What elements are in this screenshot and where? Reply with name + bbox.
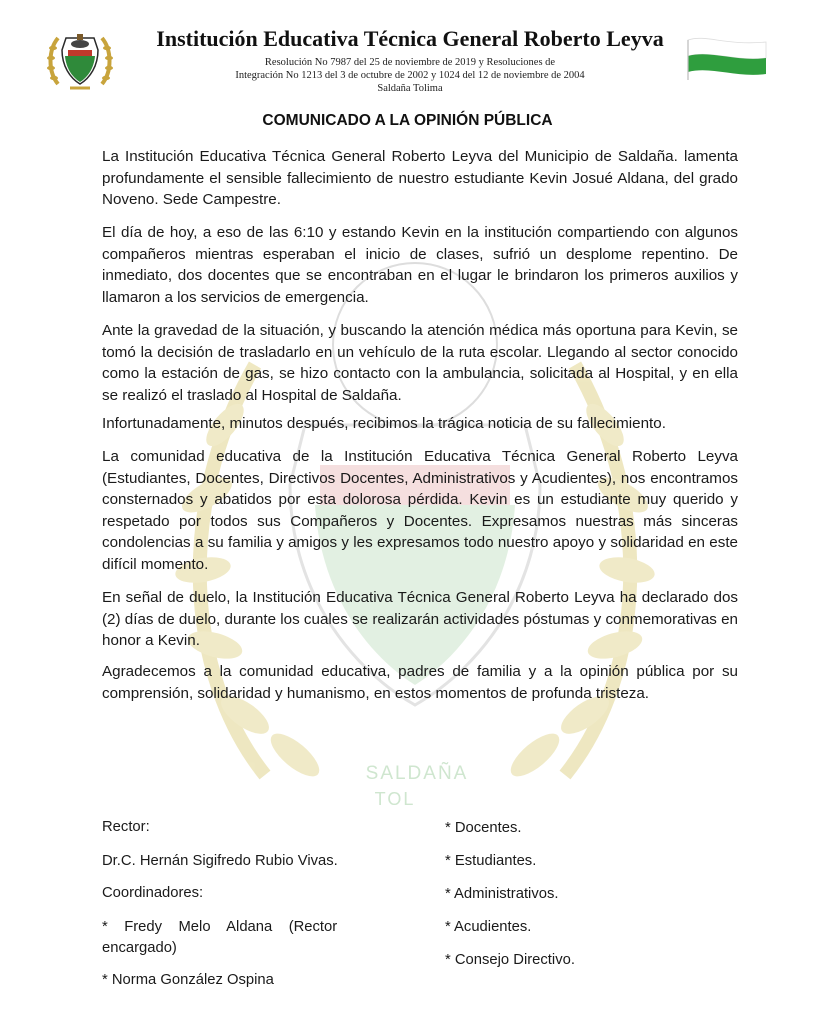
- document-title: COMUNICADO A LA OPINIÓN PÚBLICA: [262, 112, 553, 129]
- watermark-city: SALDAÑA: [365, 763, 469, 784]
- coordinator-1: * Fredy Melo Aldana (Rector encargado): [102, 919, 342, 956]
- paragraph-3: Ante la gravedad de la situación, y buscando la atención médica más oportuna para Kevin, se tomó la decisión de trasladarlo en un vehículo de la ruta escolar. Llegando al sector conocido como la estación de gas, se hizo contacto con la ambulancia, solicitada al Hospital, y en ella se realizó el traslado al Hospital de Saldaña.: [102, 322, 738, 404]
- resolution-line-2: Integración No 1213 del 3 de octubre de 2002 y 1024 del 12 de noviembre de 2004: [235, 70, 585, 81]
- paragraph-1: La Institución Educativa Técnica General Roberto Leyva del Municipio de Saldaña. lamenta profundamente el sensible fallecimiento de nuestro estudiante Kevin Josué Aldana, del grado Noveno. Sede Campestre.: [102, 148, 738, 208]
- school-crest-logo: [44, 26, 116, 98]
- paragraph-4: Infortunadamente, minutos después, recibimos la trágica noticia de su fallecimiento.: [102, 415, 666, 432]
- rector-name: Dr.C. Hernán Sigifredo Rubio Vivas.: [102, 853, 338, 869]
- coordinator-2: * Norma González Ospina: [102, 972, 274, 988]
- watermark-region: TOL: [374, 789, 416, 809]
- resolution-line-1: Resolución No 7987 del 25 de noviembre de 2019 y Resoluciones de: [264, 57, 556, 68]
- recipient-acudientes: * Acudientes.: [445, 919, 532, 935]
- location-line: Saldaña Tolima: [377, 83, 443, 94]
- recipient-administrativos: * Administrativos.: [445, 886, 559, 902]
- letterhead: [0, 0, 815, 100]
- coordinators-label: Coordinadores:: [102, 885, 204, 901]
- paragraph-6: En señal de duelo, la Institución Educativa Técnica General Roberto Leyva ha declarado dos (2) días de duelo, durante los cuales se realizarán actividades póstumas y conmemorativas en honor a Kevin.: [102, 589, 738, 649]
- tolima-flag-icon: [686, 36, 768, 82]
- paragraph-2: El día de hoy, a eso de las 6:10 y estando Kevin en la institución compartiendo con algunos compañeros mientras esperaban el inicio de clases, sufrió un desplome repentino. De inmediato, dos docentes que se encontraban en el lugar le brindaron los primeros auxilios y llamaron a los servicios de emergencia.: [102, 224, 738, 306]
- rector-label: Rector:: [102, 819, 150, 835]
- recipient-estudiantes: * Estudiantes.: [445, 853, 537, 869]
- institution-name: Institución Educativa Técnica General Roberto Leyva: [156, 26, 664, 51]
- recipient-consejo-directivo: * Consejo Directivo.: [445, 952, 575, 968]
- paragraph-5: La comunidad educativa de la Institución Educativa Técnica General Roberto Leyva (Estudiantes, Docentes, Directivos Docentes, Administrativos y Acudientes), nos encontramos consternados y abatidos por esta dolorosa pérdida. Kevin es un estudiante muy querido y respetado por todos sus Compañeros y Docentes. Expresamos nuestras más sinceras condolencias a su familia y amigos y les expresamos todo nuestro apoyo y solidaridad en este difícil momento.: [102, 448, 738, 573]
- paragraph-7: Agradecemos a la comunidad educativa, padres de familia y a la opinión pública por su comprensión, solidaridad y humanismo, en estos momentos de profunda tristeza.: [102, 663, 738, 702]
- recipient-docentes: * Docentes.: [445, 820, 522, 836]
